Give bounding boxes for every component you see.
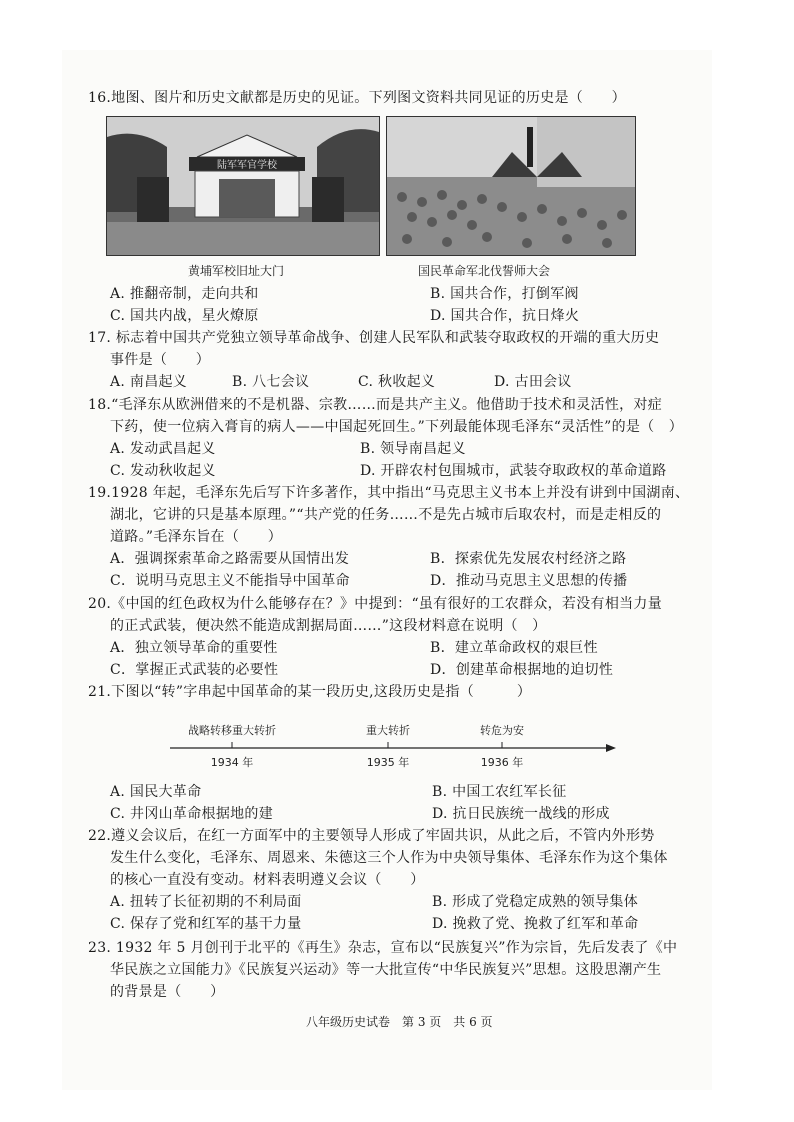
northern-expedition-photo	[386, 116, 636, 256]
q18-option-c[interactable]: C. 发动秋收起义	[110, 463, 216, 479]
q19-option-b[interactable]: B．探索优先发展农村经济之路	[430, 551, 627, 567]
q22-stem-line2: 发生什么变化，毛泽东、周恩来、朱德这三个人作为中央领导集体、毛泽东作为这个集体	[110, 850, 668, 866]
q17-stem-line1: 17. 标志着中国共产党独立领导革命战争、创建人民军队和武装夺取政权的开端的重大历史	[88, 330, 660, 346]
huangpu-gate-photo	[106, 116, 380, 256]
huangpu-gate-illustration	[107, 117, 379, 255]
q22-option-b[interactable]: B. 形成了党稳定成熟的领导集体	[432, 894, 638, 910]
timeline-label-1: 战略转移重大转折	[188, 724, 276, 737]
timeline-arrow	[606, 744, 616, 752]
q21-option-b[interactable]: B. 中国工农红军长征	[432, 784, 567, 800]
q19-option-d[interactable]: D．推动马克思主义思想的传播	[430, 573, 628, 589]
q20-option-a[interactable]: A．独立领导革命的重要性	[110, 640, 278, 656]
q22-stem-line3: 的核心一直没有变动。材料表明遵义会议（ ）	[110, 872, 425, 888]
q21-stem: 21.下图以“转”字串起中国革命的某一段历史,这段历史是指（ ）	[88, 684, 532, 700]
q17-option-b[interactable]: B. 八七会议	[232, 374, 310, 390]
timeline-label-3: 转危为安	[480, 724, 524, 737]
q16-option-d[interactable]: D. 国共合作，抗日烽火	[430, 308, 580, 324]
q17-option-c[interactable]: C. 秋收起义	[358, 374, 436, 390]
gate-sign-text: 陆军军官学校	[217, 160, 277, 171]
q20-option-d[interactable]: D．创建革命根据地的迫切性	[430, 662, 614, 678]
q17-option-d[interactable]: D. 古田会议	[494, 374, 572, 390]
rally-illustration	[387, 117, 635, 255]
q18-stem-line2: 下药，使一位病入膏肓的病人——中国起死回生。”下列最能体现毛泽东“灵活性”的是（ ）	[110, 419, 684, 435]
photo2-caption: 国民革命军北伐誓师大会	[418, 264, 551, 278]
photo1-caption: 黄埔军校旧址大门	[188, 264, 285, 278]
q22-option-d[interactable]: D. 挽救了党、挽救了红军和革命	[432, 916, 639, 932]
q17-stem-line2: 事件是（ ）	[110, 352, 211, 368]
q21-option-d[interactable]: D. 抗日民族统一战线的形成	[432, 806, 610, 822]
q22-option-a[interactable]: A. 扭转了长征初期的不利局面	[110, 894, 302, 910]
q16-option-c[interactable]: C. 国共内战，星火燎原	[110, 308, 259, 324]
timeline-year-2: 1935 年	[366, 756, 410, 769]
q19-stem-line2: 湖北，它讲的只是基本原理。”“共产党的任务……不是先占城市后取农村，而是走相反的	[110, 507, 662, 523]
timeline-year-1: 1934 年	[210, 756, 254, 769]
q19-option-c[interactable]: C．说明马克思主义不能指导中国革命	[110, 573, 350, 589]
q19-stem-line1: 19.1928 年起，毛泽东先后写下许多著作，其中指出“马克思主义书本上并没有讲到中国湖南、	[88, 485, 690, 501]
q18-option-a[interactable]: A. 发动武昌起义	[110, 441, 216, 457]
q22-stem-line1: 22.遵义会议后，在红一方面军中的主要领导人形成了牢固共识，从此之后，不管内外形势	[88, 828, 655, 844]
q18-option-b[interactable]: B. 领导南昌起义	[360, 441, 466, 457]
q20-option-b[interactable]: B．建立革命政权的艰巨性	[430, 640, 598, 656]
q18-option-d[interactable]: D. 开辟农村包围城市，武装夺取政权的革命道路	[360, 463, 667, 479]
q20-stem-line1: 20.《中国的红色政权为什么能够存在？》中提到：“虽有很好的工农群众，若没有相当力量	[88, 596, 663, 612]
q22-option-c[interactable]: C. 保存了党和红军的基干力量	[110, 916, 302, 932]
q23-stem-line3: 的背景是（ ）	[110, 984, 225, 1000]
q16-stem: 16.地图、图片和历史文献都是历史的见证。下列图文资料共同见证的历史是（ ）	[88, 90, 626, 106]
q23-stem-line1: 23. 1932 年 5 月创刊于北平的《再生》杂志，宣布以“民族复兴”作为宗旨，先后发表了《中	[88, 940, 678, 956]
q18-stem-line1: 18.“毛泽东从欧洲借来的不是机器、宗教……而是共产主义。他借助于技术和灵活性，对症	[88, 397, 663, 413]
q20-stem-line2: 的正式武装，便决然不能造成割据局面……”这段材料意在说明（ ）	[110, 618, 547, 634]
q16-option-b[interactable]: B. 国共合作，打倒军阀	[430, 286, 579, 302]
q19-option-a[interactable]: A．强调探索革命之路需要从国情出发	[110, 551, 350, 567]
q19-stem-line3: 道路。”毛泽东旨在（ ）	[110, 529, 283, 545]
q17-option-a[interactable]: A. 南昌起义	[110, 374, 188, 390]
q21-option-a[interactable]: A. 国民大革命	[110, 784, 202, 800]
timeline-year-3: 1936 年	[480, 756, 524, 769]
timeline-label-2: 重大转折	[366, 724, 410, 737]
q21-timeline	[160, 716, 620, 776]
q21-option-c[interactable]: C. 井冈山革命根据地的建	[110, 806, 274, 822]
q16-option-a[interactable]: A. 推翻帝制，走向共和	[110, 286, 259, 302]
q23-stem-line2: 华民族之立国能力》《民族复兴运动》等一大批宣传“中华民族复兴”思想。这股思潮产生	[110, 962, 662, 978]
page-footer: 八年级历史试卷 第 3 页 共 6 页	[306, 1015, 493, 1029]
q20-option-c[interactable]: C．掌握正式武装的必要性	[110, 662, 279, 678]
